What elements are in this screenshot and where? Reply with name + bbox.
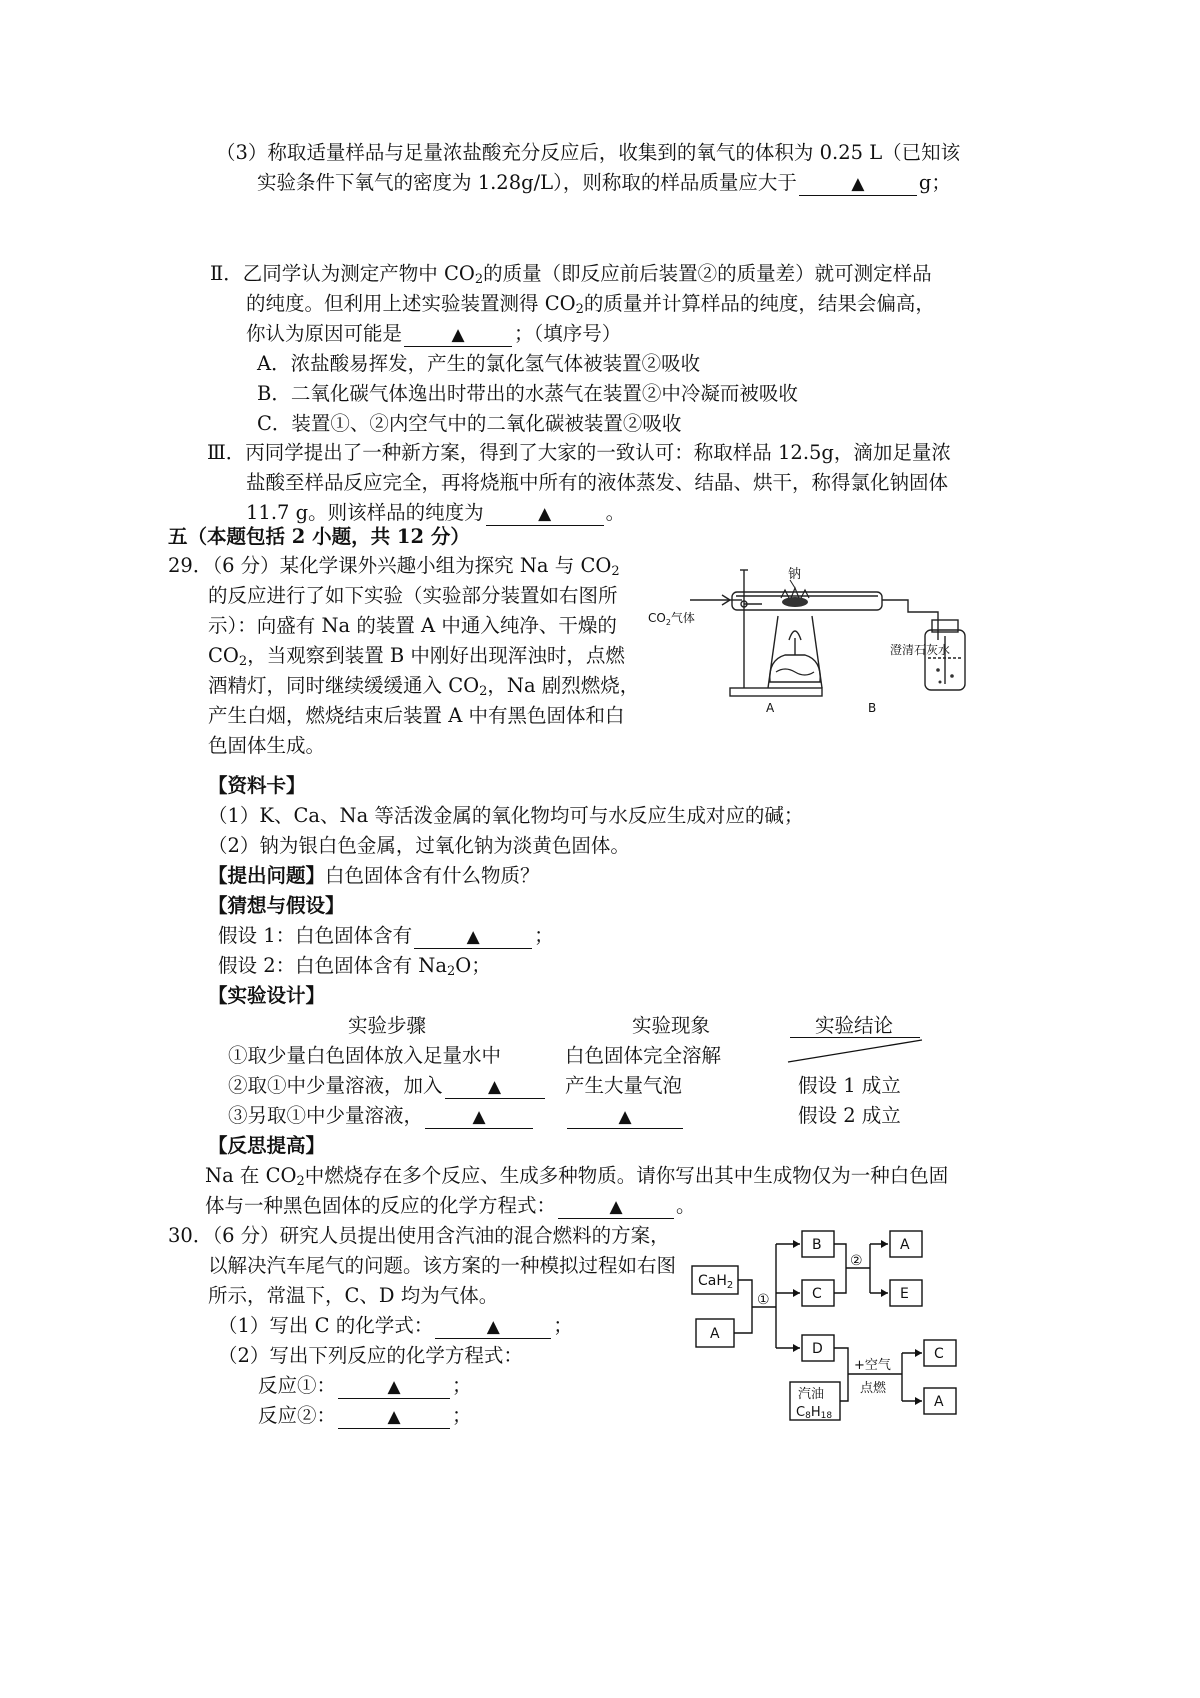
q30-line-3: 所示，常温下，C、D 均为气体。 bbox=[208, 1284, 499, 1307]
blank-triangle-icon: ▲ bbox=[851, 174, 865, 194]
blank-triangle-icon: ▲ bbox=[451, 325, 465, 345]
info-card-2: （2）钠为银白色金属，过氧化钠为淡黄色固体。 bbox=[208, 834, 630, 857]
table-row-3-conclusion: 假设 2 成立 bbox=[798, 1104, 901, 1127]
q29-line-1: 29．（6 分）某化学课外兴趣小组为探究 Na 与 $CO_2$ bbox=[168, 554, 620, 579]
info-card-1: （1）K、Ca、Na 等活泼金属的氧化物均可与水反应生成对应的碱； bbox=[208, 804, 804, 827]
label-a-right: A bbox=[934, 1394, 944, 1410]
question-line: 【提出问题】白色固体含有什么物质？ bbox=[208, 864, 540, 887]
apparatus-figure bbox=[640, 560, 985, 720]
table-row-1-observation: 白色固体完全溶解 bbox=[565, 1044, 722, 1067]
answer-blank[interactable] bbox=[445, 1075, 545, 1099]
blank-triangle-icon: ▲ bbox=[387, 1377, 401, 1397]
q29-line-6: 产生白烟，燃烧结束后装置 A 中有黑色固体和白 bbox=[208, 704, 625, 727]
table-diagonal-line bbox=[786, 1038, 926, 1064]
q30-line-2: 以解决汽车尾气的问题。该方案的一种模拟过程如右图 bbox=[208, 1254, 677, 1277]
answer-blank[interactable] bbox=[338, 1375, 450, 1399]
blank-triangle-icon: ▲ bbox=[609, 1197, 623, 1217]
hypothesis-title: 【猜想与假设】 bbox=[208, 894, 345, 917]
reflect-title: 【反思提高】 bbox=[208, 1134, 326, 1157]
reaction-1-line: 反应①： ▲ ； bbox=[258, 1374, 472, 1397]
blank-triangle-icon: ▲ bbox=[618, 1107, 632, 1127]
hypothesis-2: 假设 2：白色固体含有 $Na_2O$； bbox=[218, 954, 491, 979]
label-d: D bbox=[812, 1341, 823, 1357]
q29-line-2: 的反应进行了如下实验（实验部分装置如右图所 bbox=[208, 584, 618, 607]
label-a: A bbox=[766, 701, 775, 715]
part2-line-1: Ⅱ．乙同学认为测定产物中 $CO_2$的质量（即反应前后装置②的质量差）就可测定样品 bbox=[210, 262, 932, 287]
table-row-1-step: ①取少量白色固体放入足量水中 bbox=[228, 1044, 502, 1067]
blank-triangle-icon: ▲ bbox=[486, 1317, 500, 1337]
label-b: B bbox=[812, 1237, 822, 1253]
table-header-observation: 实验现象 bbox=[632, 1014, 711, 1037]
option-c: C．装置①、②内空气中的二氧化碳被装置②吸收 bbox=[257, 412, 682, 435]
hypothesis-1: 假设 1：白色固体含有 ▲ ； bbox=[218, 924, 554, 947]
table-row-3-observation bbox=[565, 1102, 685, 1130]
table-row-2-step: ②取①中少量溶液，加入 ▲ bbox=[228, 1072, 547, 1100]
step-2-label: ② bbox=[850, 1253, 863, 1269]
table-row-2-conclusion: 假设 1 成立 bbox=[798, 1074, 901, 1097]
label-e: E bbox=[900, 1286, 909, 1302]
q29-line-4: $CO_2$，当观察到装置 B 中刚好出现浑浊时，点燃 bbox=[208, 644, 625, 669]
blank-triangle-icon: ▲ bbox=[387, 1407, 401, 1427]
answer-blank[interactable] bbox=[567, 1105, 683, 1129]
q29-line-5: 酒精灯，同时继续缓缓通入 $CO_2$，Na 剧烈燃烧， bbox=[208, 674, 640, 699]
na-label: 钠 bbox=[788, 567, 802, 582]
air-label: +空气 bbox=[854, 1358, 891, 1373]
q30-sub-2: （2）写出下列反应的化学方程式： bbox=[218, 1344, 523, 1367]
q30-line-1: 30．（6 分）研究人员提出使用含汽油的混合燃料的方案， bbox=[168, 1224, 670, 1247]
q3-line-1: （3）称取适量样品与足量浓盐酸充分反应后，收集到的氧气的体积为 0.25 L（已知该 bbox=[216, 141, 961, 164]
q3-line-2: 实验条件下氧气的密度为 1.28g/L），则称取的样品质量应大于 ▲ g； bbox=[257, 171, 951, 194]
answer-blank[interactable] bbox=[558, 1195, 674, 1219]
co2-gas-label: $CO_2$气体 bbox=[648, 611, 695, 627]
q29-line-3: 示）：向盛有 Na 的装置 A 中通入纯净、干燥的 bbox=[208, 614, 617, 637]
part3-line-1: Ⅲ．丙同学提出了一种新方案，得到了大家的一致认可：称取样品 12.5g，滴加足量浓 bbox=[207, 441, 951, 464]
label-cah2: CaH$_2$ bbox=[698, 1273, 734, 1291]
table-row-2-observation: 产生大量气泡 bbox=[565, 1074, 683, 1097]
reflect-line-1: Na 在 $CO_2$中燃烧存在多个反应、生成多种物质。请你写出其中生成物仅为一种白色固 bbox=[205, 1164, 949, 1189]
answer-blank[interactable] bbox=[404, 323, 512, 347]
ignite-label: 点燃 bbox=[860, 1381, 887, 1396]
answer-blank[interactable] bbox=[425, 1105, 533, 1129]
info-card-title: 【资料卡】 bbox=[208, 774, 306, 797]
label-c-right: C bbox=[934, 1346, 944, 1362]
limewater-label: 澄清石灰水 bbox=[890, 643, 951, 657]
option-b: B．二氧化碳气体逸出时带出的水蒸气在装置②中冷凝而被吸收 bbox=[257, 382, 798, 405]
gasoline-label: 汽油 bbox=[798, 1387, 825, 1402]
blank-triangle-icon: ▲ bbox=[472, 1107, 486, 1127]
table-row-3-step: ③另取①中少量溶液， ▲ bbox=[228, 1102, 535, 1130]
option-a: A．浓盐酸易挥发，产生的氯化氢气体被装置②吸收 bbox=[257, 352, 701, 375]
part2-line-2: 的纯度。但利用上述实验装置测得 $CO_2$的质量并计算样品的纯度，结果会偏高， bbox=[246, 292, 935, 317]
part3-line-2: 盐酸至样品反应完全，再将烧瓶中所有的液体蒸发、结晶、烘干，称得氯化钠固体 bbox=[246, 471, 949, 494]
label-b: B bbox=[868, 701, 877, 715]
table-header-conclusion: 实验结论 bbox=[815, 1014, 894, 1037]
blank-triangle-icon: ▲ bbox=[466, 927, 480, 947]
q29-line-7: 色固体生成。 bbox=[208, 734, 326, 757]
answer-blank[interactable] bbox=[414, 925, 532, 949]
part3-line-3: 11.7 g。则该样品的纯度为 ▲ 。 bbox=[246, 501, 626, 524]
q30-sub-1: （1）写出 C 的化学式： ▲ ； bbox=[218, 1314, 573, 1337]
label-a-left: A bbox=[710, 1326, 720, 1342]
label-c-top: C bbox=[812, 1286, 822, 1302]
label-a-top: A bbox=[900, 1237, 910, 1253]
table-header-step: 实验步骤 bbox=[348, 1014, 427, 1037]
reflect-line-2: 体与一种黑色固体的反应的化学方程式： ▲ 。 bbox=[205, 1194, 696, 1217]
answer-blank[interactable] bbox=[435, 1315, 551, 1339]
design-title: 【实验设计】 bbox=[208, 984, 326, 1007]
section-5-heading: 五（本题包括 2 小题，共 12 分） bbox=[168, 525, 470, 548]
blank-triangle-icon: ▲ bbox=[487, 1077, 502, 1097]
step-1-label: ① bbox=[757, 1292, 770, 1308]
blank-triangle-icon: ▲ bbox=[538, 504, 552, 524]
answer-blank[interactable] bbox=[799, 172, 917, 196]
part2-line-3: 你认为原因可能是 ▲ ；（填序号） bbox=[246, 322, 622, 345]
flow-diagram bbox=[680, 1222, 980, 1434]
reaction-2-line: 反应②： ▲ ； bbox=[258, 1404, 472, 1427]
answer-blank[interactable] bbox=[338, 1405, 450, 1429]
answer-blank[interactable] bbox=[486, 502, 604, 526]
c8h18-label: C8H18 bbox=[796, 1405, 833, 1421]
